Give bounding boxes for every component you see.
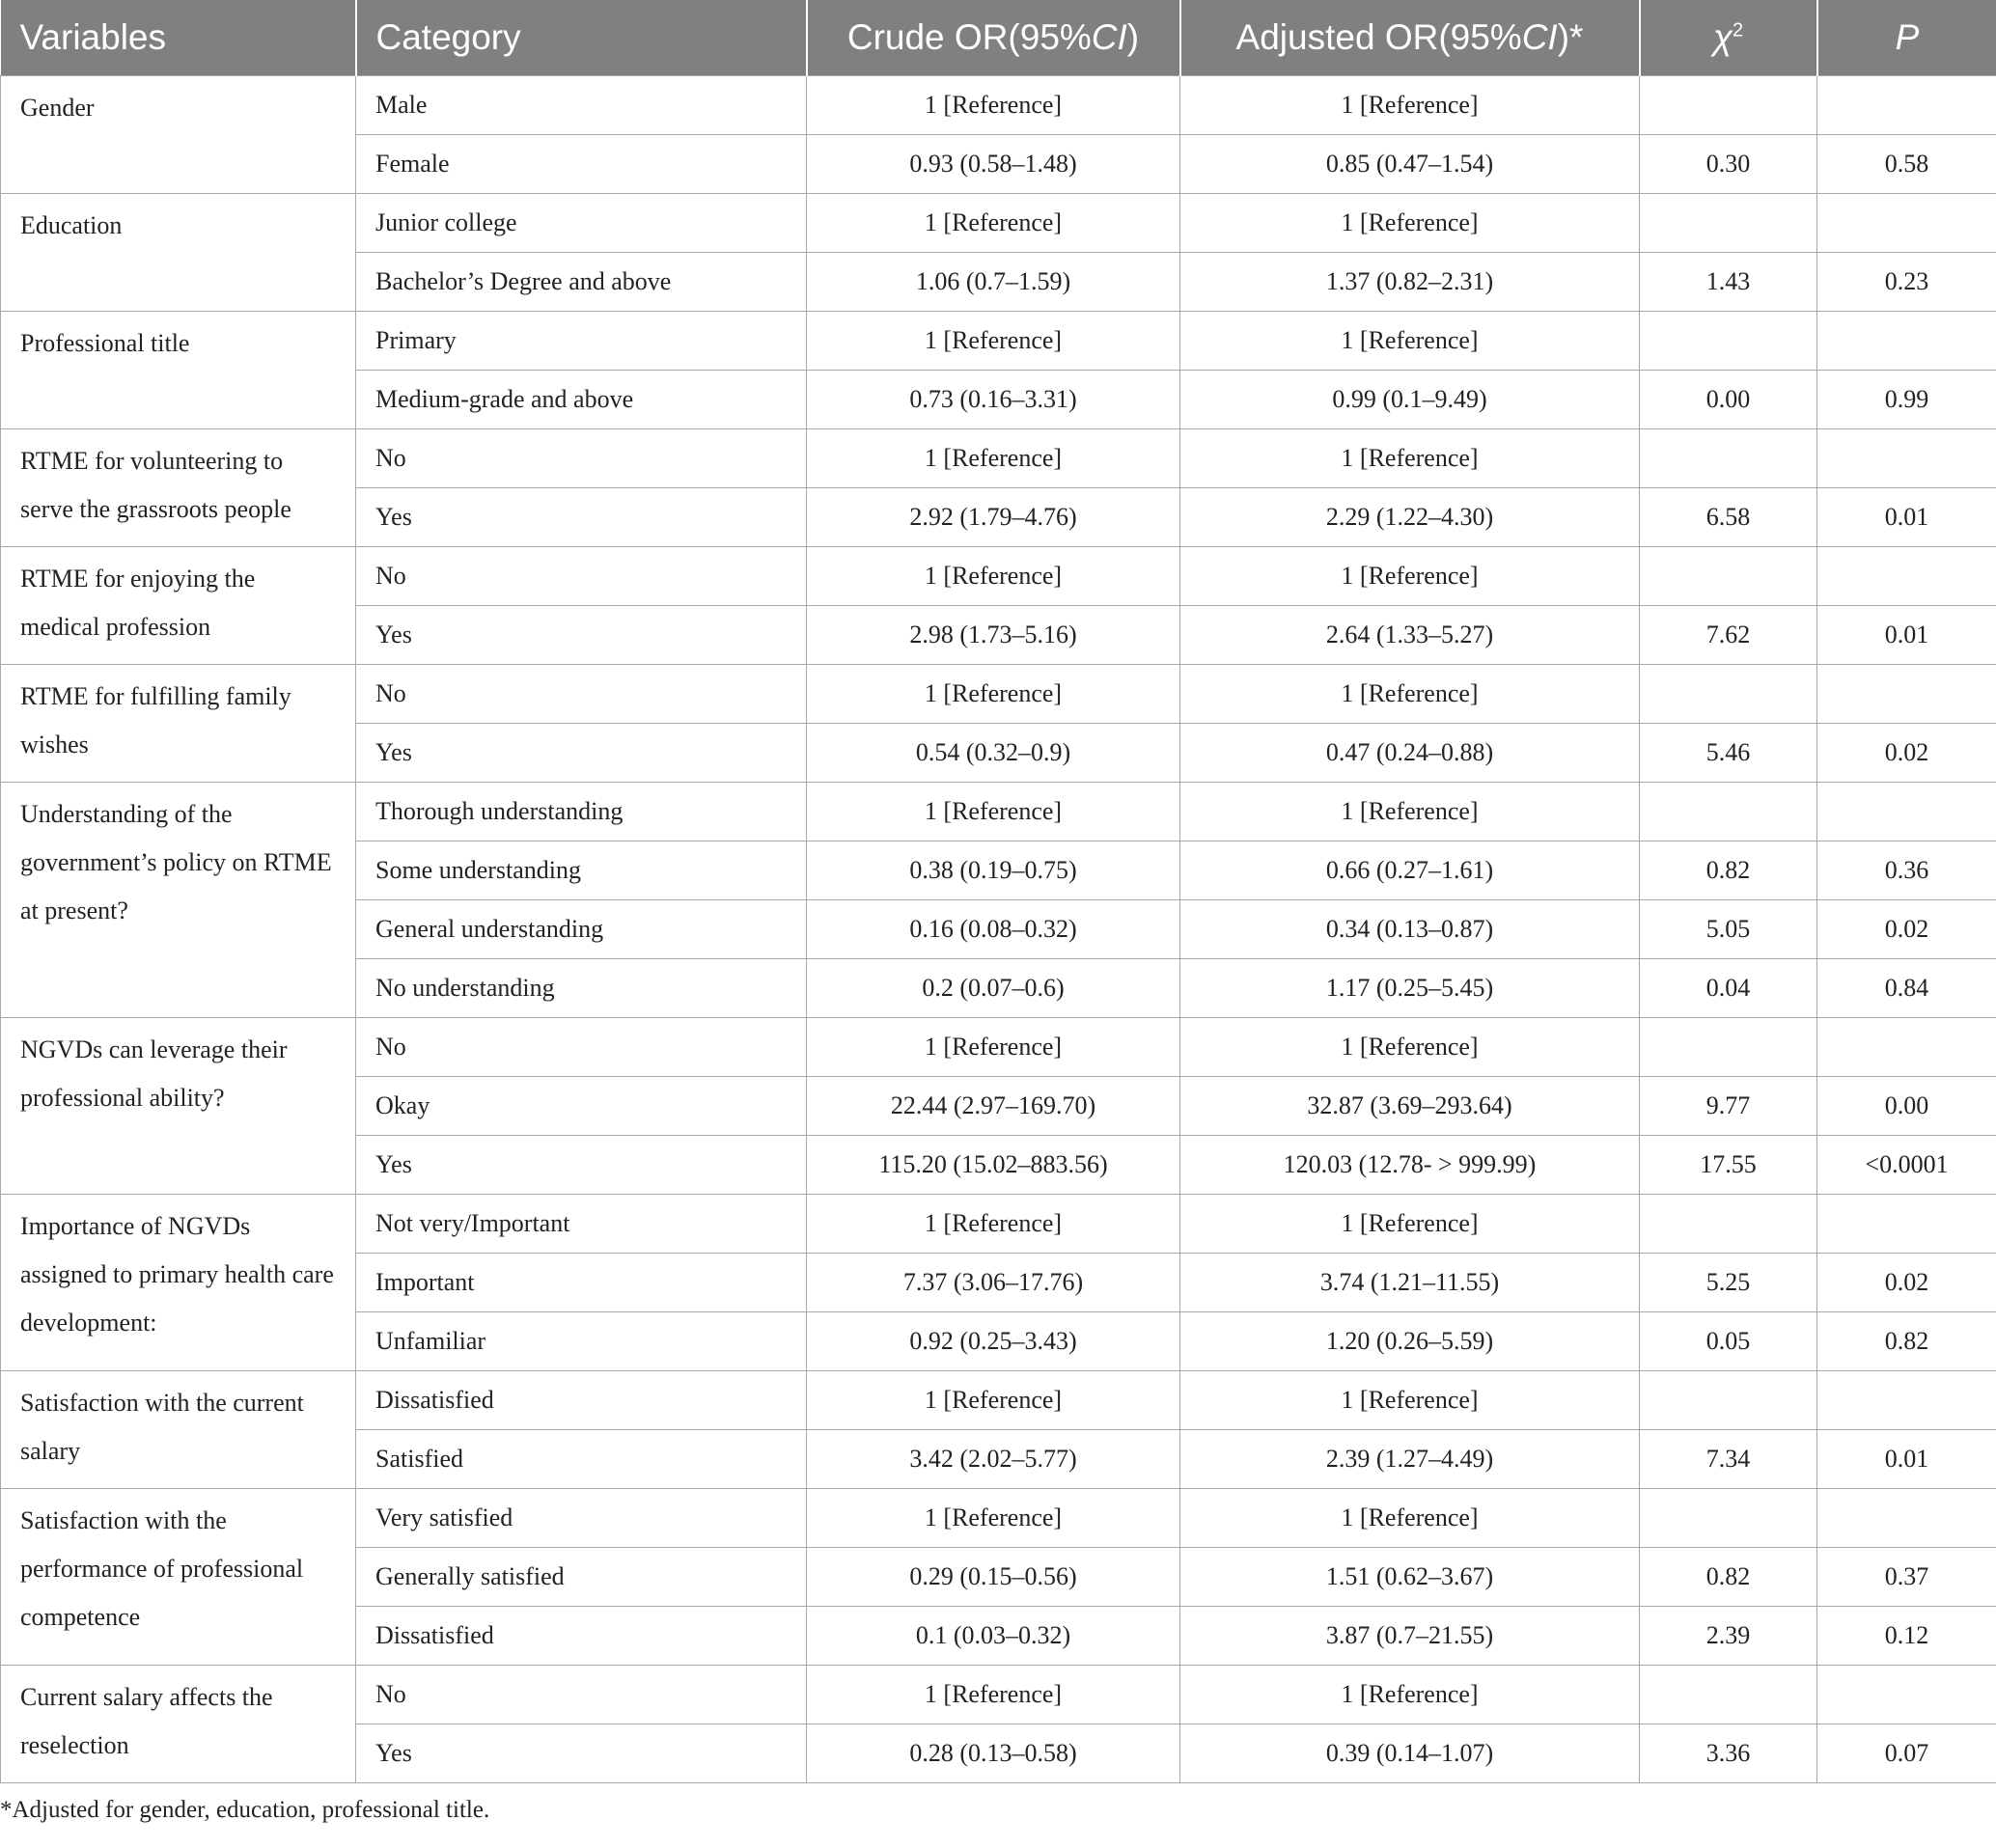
chi-square-cell: 0.30 bbox=[1640, 135, 1817, 194]
chi-square-cell: 5.46 bbox=[1640, 724, 1817, 783]
chi-square-cell: 2.39 bbox=[1640, 1607, 1817, 1666]
crude-or-cell: 115.20 (15.02–883.56) bbox=[807, 1136, 1180, 1195]
crude-or-cell: 2.98 (1.73–5.16) bbox=[807, 606, 1180, 665]
chi-square-cell bbox=[1640, 194, 1817, 253]
adjusted-or-cell: 1.37 (0.82–2.31) bbox=[1180, 253, 1640, 312]
chi-square-cell bbox=[1640, 547, 1817, 606]
chi-square-cell bbox=[1640, 783, 1817, 841]
crude-or-cell: 3.42 (2.02–5.77) bbox=[807, 1430, 1180, 1489]
crude-or-cell: 0.2 (0.07–0.6) bbox=[807, 959, 1180, 1018]
category-cell: Primary bbox=[356, 312, 807, 371]
p-value-cell bbox=[1817, 312, 1996, 371]
header-crude-prefix: Crude OR(95% bbox=[846, 17, 1092, 57]
p-value-cell: 0.12 bbox=[1817, 1607, 1996, 1666]
crude-or-cell: 1 [Reference] bbox=[807, 547, 1180, 606]
chi-square-cell: 0.05 bbox=[1640, 1312, 1817, 1371]
header-crude-ci: CI bbox=[1091, 17, 1127, 57]
table-row bbox=[1, 1489, 1996, 1548]
chi-square-cell: 5.25 bbox=[1640, 1254, 1817, 1312]
p-value-cell: 0.02 bbox=[1817, 1254, 1996, 1312]
p-value-cell bbox=[1817, 194, 1996, 253]
adjusted-or-cell: 1 [Reference] bbox=[1180, 1489, 1640, 1548]
header-chi-exponent: 2 bbox=[1733, 19, 1744, 41]
crude-or-cell: 1 [Reference] bbox=[807, 1195, 1180, 1254]
chi-square-cell: 0.04 bbox=[1640, 959, 1817, 1018]
crude-or-cell: 1.06 (0.7–1.59) bbox=[807, 253, 1180, 312]
chi-square-cell bbox=[1640, 1666, 1817, 1724]
p-value-cell: 0.99 bbox=[1817, 371, 1996, 429]
adjusted-or-cell: 1.17 (0.25–5.45) bbox=[1180, 959, 1640, 1018]
p-value-cell bbox=[1817, 665, 1996, 724]
header-p bbox=[1817, 0, 1996, 76]
p-value-cell bbox=[1817, 1018, 1996, 1077]
adjusted-or-cell: 120.03 (12.78- > 999.99) bbox=[1180, 1136, 1640, 1195]
table-row bbox=[1, 783, 1996, 841]
crude-or-cell: 1 [Reference] bbox=[807, 76, 1180, 135]
adjusted-or-cell: 3.87 (0.7–21.55) bbox=[1180, 1607, 1640, 1666]
chi-square-cell: 0.00 bbox=[1640, 371, 1817, 429]
chi-square-cell bbox=[1640, 429, 1817, 488]
adjusted-or-cell: 0.34 (0.13–0.87) bbox=[1180, 900, 1640, 959]
variable-cell: Current salary affects the reselection bbox=[1, 1666, 356, 1783]
p-value-cell bbox=[1817, 429, 1996, 488]
variable-cell: Satisfaction with the performance of professional competence bbox=[1, 1489, 356, 1666]
adjusted-or-cell: 0.99 (0.1–9.49) bbox=[1180, 371, 1640, 429]
adjusted-or-cell: 1 [Reference] bbox=[1180, 194, 1640, 253]
header-variables: Variables bbox=[1, 0, 356, 76]
p-value-cell bbox=[1817, 1195, 1996, 1254]
adjusted-or-cell: 1 [Reference] bbox=[1180, 1195, 1640, 1254]
category-cell: Yes bbox=[356, 1136, 807, 1195]
crude-or-cell: 0.1 (0.03–0.32) bbox=[807, 1607, 1180, 1666]
crude-or-cell: 0.29 (0.15–0.56) bbox=[807, 1548, 1180, 1607]
category-cell: No bbox=[356, 665, 807, 724]
category-cell: Very satisfied bbox=[356, 1489, 807, 1548]
adjusted-or-cell: 1 [Reference] bbox=[1180, 547, 1640, 606]
footnote: *Adjusted for gender, education, professional title. bbox=[0, 1797, 490, 1823]
table-row bbox=[1, 76, 1996, 135]
chi-square-cell: 5.05 bbox=[1640, 900, 1817, 959]
adjusted-or-cell: 2.39 (1.27–4.49) bbox=[1180, 1430, 1640, 1489]
p-value-cell bbox=[1817, 547, 1996, 606]
header-adjusted-suffix: )* bbox=[1557, 17, 1584, 57]
crude-or-cell: 2.92 (1.79–4.76) bbox=[807, 488, 1180, 547]
crude-or-cell: 0.93 (0.58–1.48) bbox=[807, 135, 1180, 194]
chi-square-cell: 0.82 bbox=[1640, 841, 1817, 900]
category-cell: Junior college bbox=[356, 194, 807, 253]
p-value-cell: 0.23 bbox=[1817, 253, 1996, 312]
adjusted-or-cell: 1.51 (0.62–3.67) bbox=[1180, 1548, 1640, 1607]
table-row bbox=[1, 1018, 1996, 1077]
table-row bbox=[1, 1371, 1996, 1430]
category-cell: Female bbox=[356, 135, 807, 194]
chi-square-cell: 7.34 bbox=[1640, 1430, 1817, 1489]
p-value-cell bbox=[1817, 1489, 1996, 1548]
crude-or-cell: 1 [Reference] bbox=[807, 1666, 1180, 1724]
crude-or-cell: 1 [Reference] bbox=[807, 1018, 1180, 1077]
crude-or-cell: 0.38 (0.19–0.75) bbox=[807, 841, 1180, 900]
adjusted-or-cell: 0.47 (0.24–0.88) bbox=[1180, 724, 1640, 783]
p-value-cell: 0.82 bbox=[1817, 1312, 1996, 1371]
variable-cell: NGVDs can leverage their professional ability? bbox=[1, 1018, 356, 1195]
p-value-cell: 0.01 bbox=[1817, 488, 1996, 547]
p-value-cell: 0.07 bbox=[1817, 1724, 1996, 1783]
header-adjusted-ci: CI bbox=[1521, 17, 1558, 57]
adjusted-or-cell: 2.64 (1.33–5.27) bbox=[1180, 606, 1640, 665]
adjusted-or-cell: 0.39 (0.14–1.07) bbox=[1180, 1724, 1640, 1783]
adjusted-or-cell: 1.20 (0.26–5.59) bbox=[1180, 1312, 1640, 1371]
header-p-label: P bbox=[1895, 17, 1920, 57]
header-chi-symbol: χ bbox=[1712, 17, 1733, 57]
header-adjusted-or bbox=[1180, 0, 1640, 76]
adjusted-or-cell: 1 [Reference] bbox=[1180, 1018, 1640, 1077]
table-body bbox=[1, 76, 1996, 1783]
category-cell: Satisfied bbox=[356, 1430, 807, 1489]
header-crude-suffix: ) bbox=[1126, 17, 1140, 57]
crude-or-cell: 1 [Reference] bbox=[807, 1489, 1180, 1548]
chi-square-cell: 7.62 bbox=[1640, 606, 1817, 665]
adjusted-or-cell: 1 [Reference] bbox=[1180, 665, 1640, 724]
category-cell: Yes bbox=[356, 1724, 807, 1783]
category-cell: Bachelor’s Degree and above bbox=[356, 253, 807, 312]
table-row bbox=[1, 194, 1996, 253]
table-row bbox=[1, 1666, 1996, 1724]
p-value-cell: 0.01 bbox=[1817, 1430, 1996, 1489]
category-cell: Dissatisfied bbox=[356, 1607, 807, 1666]
p-value-cell: <0.0001 bbox=[1817, 1136, 1996, 1195]
category-cell: Unfamiliar bbox=[356, 1312, 807, 1371]
adjusted-or-cell: 1 [Reference] bbox=[1180, 76, 1640, 135]
p-value-cell: 0.00 bbox=[1817, 1077, 1996, 1136]
adjusted-or-cell: 0.85 (0.47–1.54) bbox=[1180, 135, 1640, 194]
chi-square-cell: 17.55 bbox=[1640, 1136, 1817, 1195]
crude-or-cell: 7.37 (3.06–17.76) bbox=[807, 1254, 1180, 1312]
variable-cell: RTME for volunteering to serve the grassroots people bbox=[1, 429, 356, 547]
chi-square-cell: 0.82 bbox=[1640, 1548, 1817, 1607]
chi-square-cell bbox=[1640, 1489, 1817, 1548]
p-value-cell: 0.37 bbox=[1817, 1548, 1996, 1607]
crude-or-cell: 1 [Reference] bbox=[807, 1371, 1180, 1430]
crude-or-cell: 0.92 (0.25–3.43) bbox=[807, 1312, 1180, 1371]
table-row bbox=[1, 312, 1996, 371]
category-cell: Yes bbox=[356, 488, 807, 547]
category-cell: Generally satisfied bbox=[356, 1548, 807, 1607]
crude-or-cell: 1 [Reference] bbox=[807, 429, 1180, 488]
category-cell: Yes bbox=[356, 724, 807, 783]
p-value-cell bbox=[1817, 1666, 1996, 1724]
variable-cell: Importance of NGVDs assigned to primary health care development: bbox=[1, 1195, 356, 1371]
p-value-cell: 0.02 bbox=[1817, 724, 1996, 783]
category-cell: No bbox=[356, 1666, 807, 1724]
crude-or-cell: 0.73 (0.16–3.31) bbox=[807, 371, 1180, 429]
category-cell: Not very/Important bbox=[356, 1195, 807, 1254]
crude-or-cell: 1 [Reference] bbox=[807, 783, 1180, 841]
chi-square-cell bbox=[1640, 1018, 1817, 1077]
p-value-cell: 0.58 bbox=[1817, 135, 1996, 194]
category-cell: Yes bbox=[356, 606, 807, 665]
category-cell: General understanding bbox=[356, 900, 807, 959]
crude-or-cell: 1 [Reference] bbox=[807, 194, 1180, 253]
chi-square-cell: 9.77 bbox=[1640, 1077, 1817, 1136]
adjusted-or-cell: 2.29 (1.22–4.30) bbox=[1180, 488, 1640, 547]
variable-cell: Gender bbox=[1, 76, 356, 194]
variable-cell: Understanding of the government’s policy on RTME at present? bbox=[1, 783, 356, 1018]
variable-cell: RTME for fulfilling family wishes bbox=[1, 665, 356, 783]
chi-square-cell: 3.36 bbox=[1640, 1724, 1817, 1783]
category-cell: Okay bbox=[356, 1077, 807, 1136]
adjusted-or-cell: 3.74 (1.21–11.55) bbox=[1180, 1254, 1640, 1312]
p-value-cell: 0.02 bbox=[1817, 900, 1996, 959]
category-cell: No bbox=[356, 429, 807, 488]
table-row bbox=[1, 429, 1996, 488]
category-cell: No bbox=[356, 1018, 807, 1077]
adjusted-or-cell: 1 [Reference] bbox=[1180, 429, 1640, 488]
category-cell: Thorough understanding bbox=[356, 783, 807, 841]
header-chi-square bbox=[1640, 0, 1817, 76]
table-row bbox=[1, 547, 1996, 606]
p-value-cell bbox=[1817, 1371, 1996, 1430]
header-crude-or bbox=[807, 0, 1180, 76]
adjusted-or-cell: 1 [Reference] bbox=[1180, 783, 1640, 841]
chi-square-cell bbox=[1640, 76, 1817, 135]
p-value-cell bbox=[1817, 783, 1996, 841]
p-value-cell bbox=[1817, 76, 1996, 135]
variable-cell: Professional title bbox=[1, 312, 356, 429]
crude-or-cell: 1 [Reference] bbox=[807, 665, 1180, 724]
chi-square-cell: 1.43 bbox=[1640, 253, 1817, 312]
header-category: Category bbox=[356, 0, 807, 76]
chi-square-cell: 6.58 bbox=[1640, 488, 1817, 547]
category-cell: No bbox=[356, 547, 807, 606]
variable-cell: Education bbox=[1, 194, 356, 312]
table-row bbox=[1, 665, 1996, 724]
header-row bbox=[1, 0, 1996, 76]
header-adjusted-prefix: Adjusted OR(95% bbox=[1235, 17, 1522, 57]
table-row bbox=[1, 1195, 1996, 1254]
category-cell: Male bbox=[356, 76, 807, 135]
crude-or-cell: 1 [Reference] bbox=[807, 312, 1180, 371]
p-value-cell: 0.01 bbox=[1817, 606, 1996, 665]
chi-square-cell bbox=[1640, 312, 1817, 371]
adjusted-or-cell: 0.66 (0.27–1.61) bbox=[1180, 841, 1640, 900]
chi-square-cell bbox=[1640, 1195, 1817, 1254]
adjusted-or-cell: 1 [Reference] bbox=[1180, 1666, 1640, 1724]
p-value-cell: 0.36 bbox=[1817, 841, 1996, 900]
adjusted-or-cell: 1 [Reference] bbox=[1180, 312, 1640, 371]
chi-square-cell bbox=[1640, 665, 1817, 724]
variable-cell: Satisfaction with the current salary bbox=[1, 1371, 356, 1489]
p-value-cell: 0.84 bbox=[1817, 959, 1996, 1018]
crude-or-cell: 0.54 (0.32–0.9) bbox=[807, 724, 1180, 783]
category-cell: Some understanding bbox=[356, 841, 807, 900]
crude-or-cell: 0.28 (0.13–0.58) bbox=[807, 1724, 1180, 1783]
crude-or-cell: 22.44 (2.97–169.70) bbox=[807, 1077, 1180, 1136]
category-cell: No understanding bbox=[356, 959, 807, 1018]
category-cell: Dissatisfied bbox=[356, 1371, 807, 1430]
adjusted-or-cell: 1 [Reference] bbox=[1180, 1371, 1640, 1430]
variable-cell: RTME for enjoying the medical profession bbox=[1, 547, 356, 665]
adjusted-or-cell: 32.87 (3.69–293.64) bbox=[1180, 1077, 1640, 1136]
chi-square-cell bbox=[1640, 1371, 1817, 1430]
crude-or-cell: 0.16 (0.08–0.32) bbox=[807, 900, 1180, 959]
category-cell: Important bbox=[356, 1254, 807, 1312]
category-cell: Medium-grade and above bbox=[356, 371, 807, 429]
